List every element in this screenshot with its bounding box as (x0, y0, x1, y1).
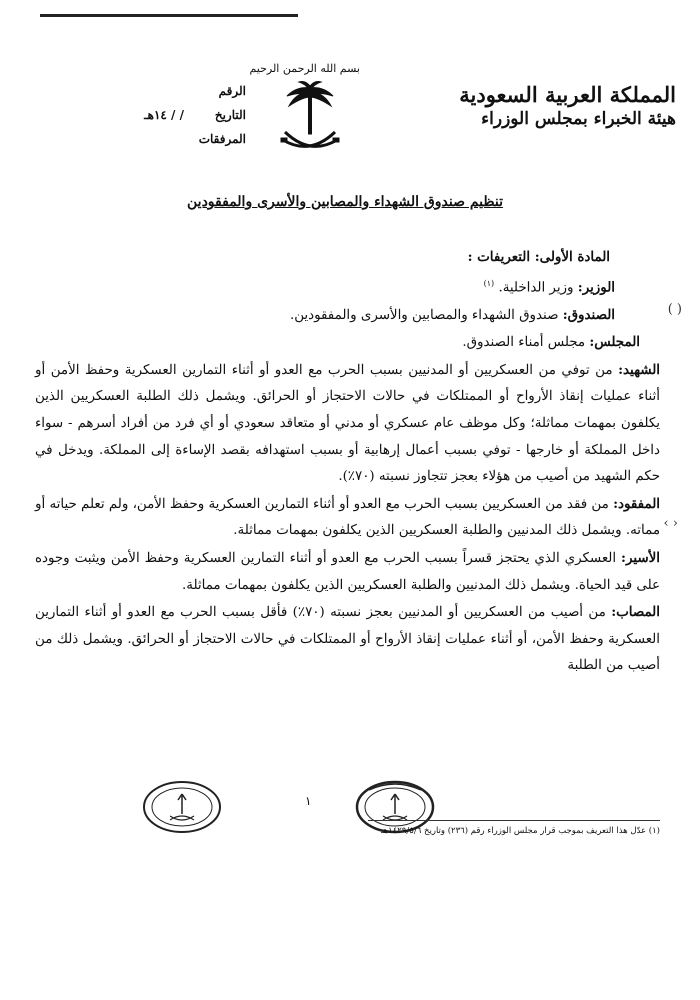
term-missing: المفقود: (613, 495, 660, 512)
term-captive: الأسير: (621, 550, 660, 566)
term-injured: المصاب: (611, 604, 660, 621)
term-minister: الوزير: (577, 279, 615, 296)
footnote-rule (368, 820, 660, 821)
definition-martyr (35, 357, 660, 491)
definition-council (35, 329, 660, 357)
def-fund: صندوق الشهداء والمصابين والأسرى والمفقودين. (289, 307, 559, 323)
def-council: مجلس أمناء الصندوق. (462, 335, 586, 351)
definition-fund (35, 302, 660, 330)
ref-label: الرقم (218, 84, 246, 98)
def-captive: العسكري الذي يحتجز قسراً بسبب الحرب مع العدو أو أثناء التمارين العسكرية وحفظ الأمن ويثبت وجوده على قيد الحياة. ويشمل ذلك المدنيين والطلبة العسكريين الذين يكلفون بمهمات مماثلة. (35, 551, 660, 593)
definition-captive (35, 545, 660, 599)
top-rule (40, 14, 298, 17)
def-minister: وزير الداخلية. (498, 280, 574, 296)
definition-minister (35, 271, 660, 302)
date-value: / / ١٤هـ (144, 108, 184, 122)
article-heading: المادة الأولى: التعريفات : (467, 249, 610, 265)
date-label: التاريخ (214, 108, 246, 122)
country-name: المملكة العربية السعودية (459, 82, 676, 107)
term-fund: الصندوق: (562, 306, 615, 323)
def-martyr: من توفي من العسكريين أو المدنيين بسبب الحرب مع العدو أو أثناء التمارين العسكرية وحفظ الأمن أو أثناء عمليات إنقاذ الأرواح أو الممتلكات في حالات الاحتجاز أو الحرائق. ويشمل ذلك الطلبة العسكريين الذين يكلفون بمهمات مماثلة؛ وكل موظف عام عسكري أو مدني أو متعاقد سعودي أو أي فرد من أفراد أسرهم - سواء داخل المملكة أو خارجها - توفي بسبب أعمال إرهابية أو بسبب استهدافه بقصد الإساءة إلى المملكة. ويدخل في حكم الشهيد من أصيب من هؤلاء بعجز تتجاوز نسبته (٧٠٪). (35, 362, 660, 485)
palm-swords-emblem-icon (279, 78, 341, 162)
page-number: ١ (305, 794, 312, 808)
footnote: (١) عدّل هذا التعريف بموجب قرار مجلس الوزراء رقم (٢٣٦) وتاريخ ١٤٢٩/٥/٦هـ (381, 826, 660, 836)
letterhead-authority (459, 82, 676, 130)
margin-bracket-mark: ( ) (667, 302, 682, 317)
basmala: بسم الله الرحمن الرحيم (249, 62, 360, 75)
def-injured: من أصيب من العسكريين أو المدنيين بعجز نسبته (٧٠٪) فأقل بسبب الحرب مع العدو أو أثناء التمارين العسكرية وحفظ الأمن، أو أثناء عمليات إنقاذ الأرواح أو الممتلكات في حالات الاحتجاز أو الحرائق. ويشمل ذلك من أصيب من الطلبة (35, 605, 660, 674)
document-title: تنظيم صندوق الشهداء والمصابين والأسرى والمفقودين (187, 194, 503, 210)
reference-block (46, 84, 246, 156)
definition-injured (35, 599, 660, 680)
term-martyr: الشهيد: (618, 361, 660, 378)
footnote-ref: (١) (483, 278, 495, 288)
margin-tick-mark: ‹ › (663, 516, 678, 531)
authority-name: هيئة الخبراء بمجلس الوزراء (481, 109, 676, 129)
document-body (35, 244, 660, 680)
def-missing: من فقد من العسكريين بسبب الحرب مع العدو أو أثناء التمارين العسكرية وحفظ الأمن، ولم تعلم حياته أو مماته. ويشمل ذلك المدنيين والطلبة العسكريين الذين يكلفون بمهمات مماثلة. (35, 496, 660, 539)
definition-missing (35, 491, 660, 545)
attachments-label: المرفقات (198, 132, 246, 146)
term-council: المجلس: (589, 334, 640, 351)
